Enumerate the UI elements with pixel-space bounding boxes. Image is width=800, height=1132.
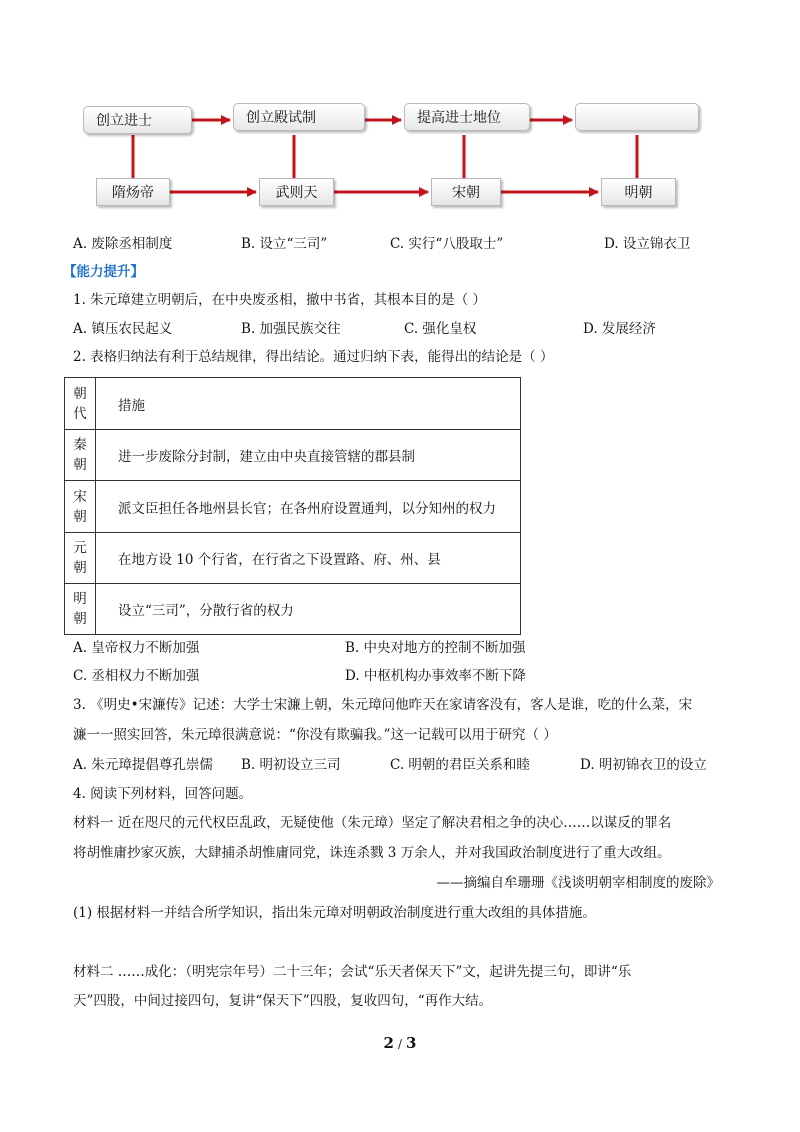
material-1-line-2: 将胡惟庸抄家灭族，大肆捕杀胡惟庸同党，诛连杀戮 3 万余人，并对我国政治制度进行了重大改组。 (73, 845, 671, 861)
q3-option-c: C. 明朝的君臣关系和睦 (390, 757, 530, 773)
q1-option-b: B. 加强民族交往 (241, 321, 341, 337)
table-cell-measure: 在地方设 10 个行省，在行省之下设置路、府、州、县 (96, 533, 521, 584)
q2-option-d: D. 中枢机构办事效率不断下降 (345, 668, 526, 684)
q2-stem: 2. 表格归纳法有利于总结规律，得出结论。通过归纳下表，能得出的结论是（ ） (73, 349, 554, 365)
top-box-4-blank (575, 103, 699, 131)
q0-option-c: C. 实行“八股取士” (390, 236, 504, 252)
q0-option-b: B. 设立“三司” (241, 236, 328, 252)
bottom-box-2: 武则天 (259, 178, 334, 206)
table-row (65, 430, 521, 481)
material-1-line-1: 材料一 近在咫尺的元代权臣乱政，无疑使他（朱元璋）坚定了解决君相之争的决心……以谋反的罪名 (73, 815, 672, 831)
table-cell-measure: 派文臣担任各地州县长官；在各州府设置通判，以分知州的权力 (96, 481, 521, 533)
q2-table (64, 377, 521, 635)
top-box-1: 创立进士 (83, 106, 192, 134)
q3-option-a: A. 朱元璋提倡尊孔崇儒 (73, 757, 213, 773)
table-cell-dynasty: 明 朝 (65, 584, 96, 635)
q0-option-d: D. 设立锦衣卫 (604, 236, 691, 252)
q2-option-a: A. 皇帝权力不断加强 (73, 640, 200, 656)
page-current: 2 (383, 1034, 394, 1052)
q3-option-b: B. 明初设立三司 (241, 757, 341, 773)
table-cell-measure: 措施 (96, 378, 521, 430)
material-2-line-2: 天”四股，中间过接四句，复讲“保天下”四股，复收四句，“再作大结。 (73, 993, 493, 1009)
q1-option-a: A. 镇压农民起义 (73, 321, 173, 337)
page-total: 3 (406, 1034, 417, 1052)
top-box-3: 提高进士地位 (404, 103, 530, 131)
q1-option-c: C. 强化皇权 (404, 321, 477, 337)
table-cell-dynasty: 宋 朝 (65, 481, 96, 533)
top-box-2: 创立殿试制 (233, 103, 365, 131)
table-cell-dynasty: 朝 代 (65, 378, 96, 430)
bottom-box-3: 宋朝 (431, 178, 501, 206)
q4-sub-question-1: (1) 根据材料一并结合所学知识，指出朱元璋对明朝政治制度进行重大改组的具体措施。 (73, 905, 596, 921)
page-separator: / (397, 1037, 403, 1051)
table-cell-dynasty: 秦 朝 (65, 430, 96, 481)
table-row (65, 584, 521, 635)
page-number (0, 1034, 800, 1052)
q4-stem: 4. 阅读下列材料，回答问题。 (73, 786, 253, 802)
table-row (65, 533, 521, 584)
section-title: 【能力提升】 (63, 264, 144, 280)
q0-option-a: A. 废除丞相制度 (73, 236, 173, 252)
q1-stem: 1. 朱元璋建立明朝后，在中央废丞相，撤中书省，其根本目的是（ ） (73, 292, 486, 308)
q1-option-d: D. 发展经济 (583, 321, 656, 337)
table-cell-measure: 进一步废除分封制，建立由中央直接管辖的郡县制 (96, 430, 521, 481)
q3-stem-line-1: 3. 《明史•宋濂传》记述：大学士宋濂上朝，朱元璋问他昨天在家请客没有，客人是谁，吃的什么菜，宋 (73, 697, 693, 713)
table-row (65, 481, 521, 533)
material-2-line-1: 材料二 ……成化：（明宪宗年号）二十三年；会试“乐天者保天下”文，起讲先提三句，即讲“乐 (73, 964, 632, 980)
table-cell-dynasty: 元 朝 (65, 533, 96, 584)
q2-option-c: C. 丞相权力不断加强 (73, 668, 200, 684)
table-header-row (65, 378, 521, 430)
q3-stem-line-2: 濂一一照实回答，朱元璋很满意说：“你没有欺骗我。”这一记载可以用于研究（ ） (73, 727, 557, 743)
bottom-box-1: 隋炀帝 (96, 178, 170, 206)
table-cell-measure: 设立“三司”，分散行省的权力 (96, 584, 521, 635)
q2-option-b: B. 中央对地方的控制不断加强 (345, 640, 526, 656)
q3-option-d: D. 明初锦衣卫的设立 (580, 757, 707, 773)
bottom-box-4: 明朝 (601, 178, 676, 206)
material-1-source: ——摘编自牟珊珊《浅谈明朝宰相制度的废除》 (436, 875, 720, 891)
